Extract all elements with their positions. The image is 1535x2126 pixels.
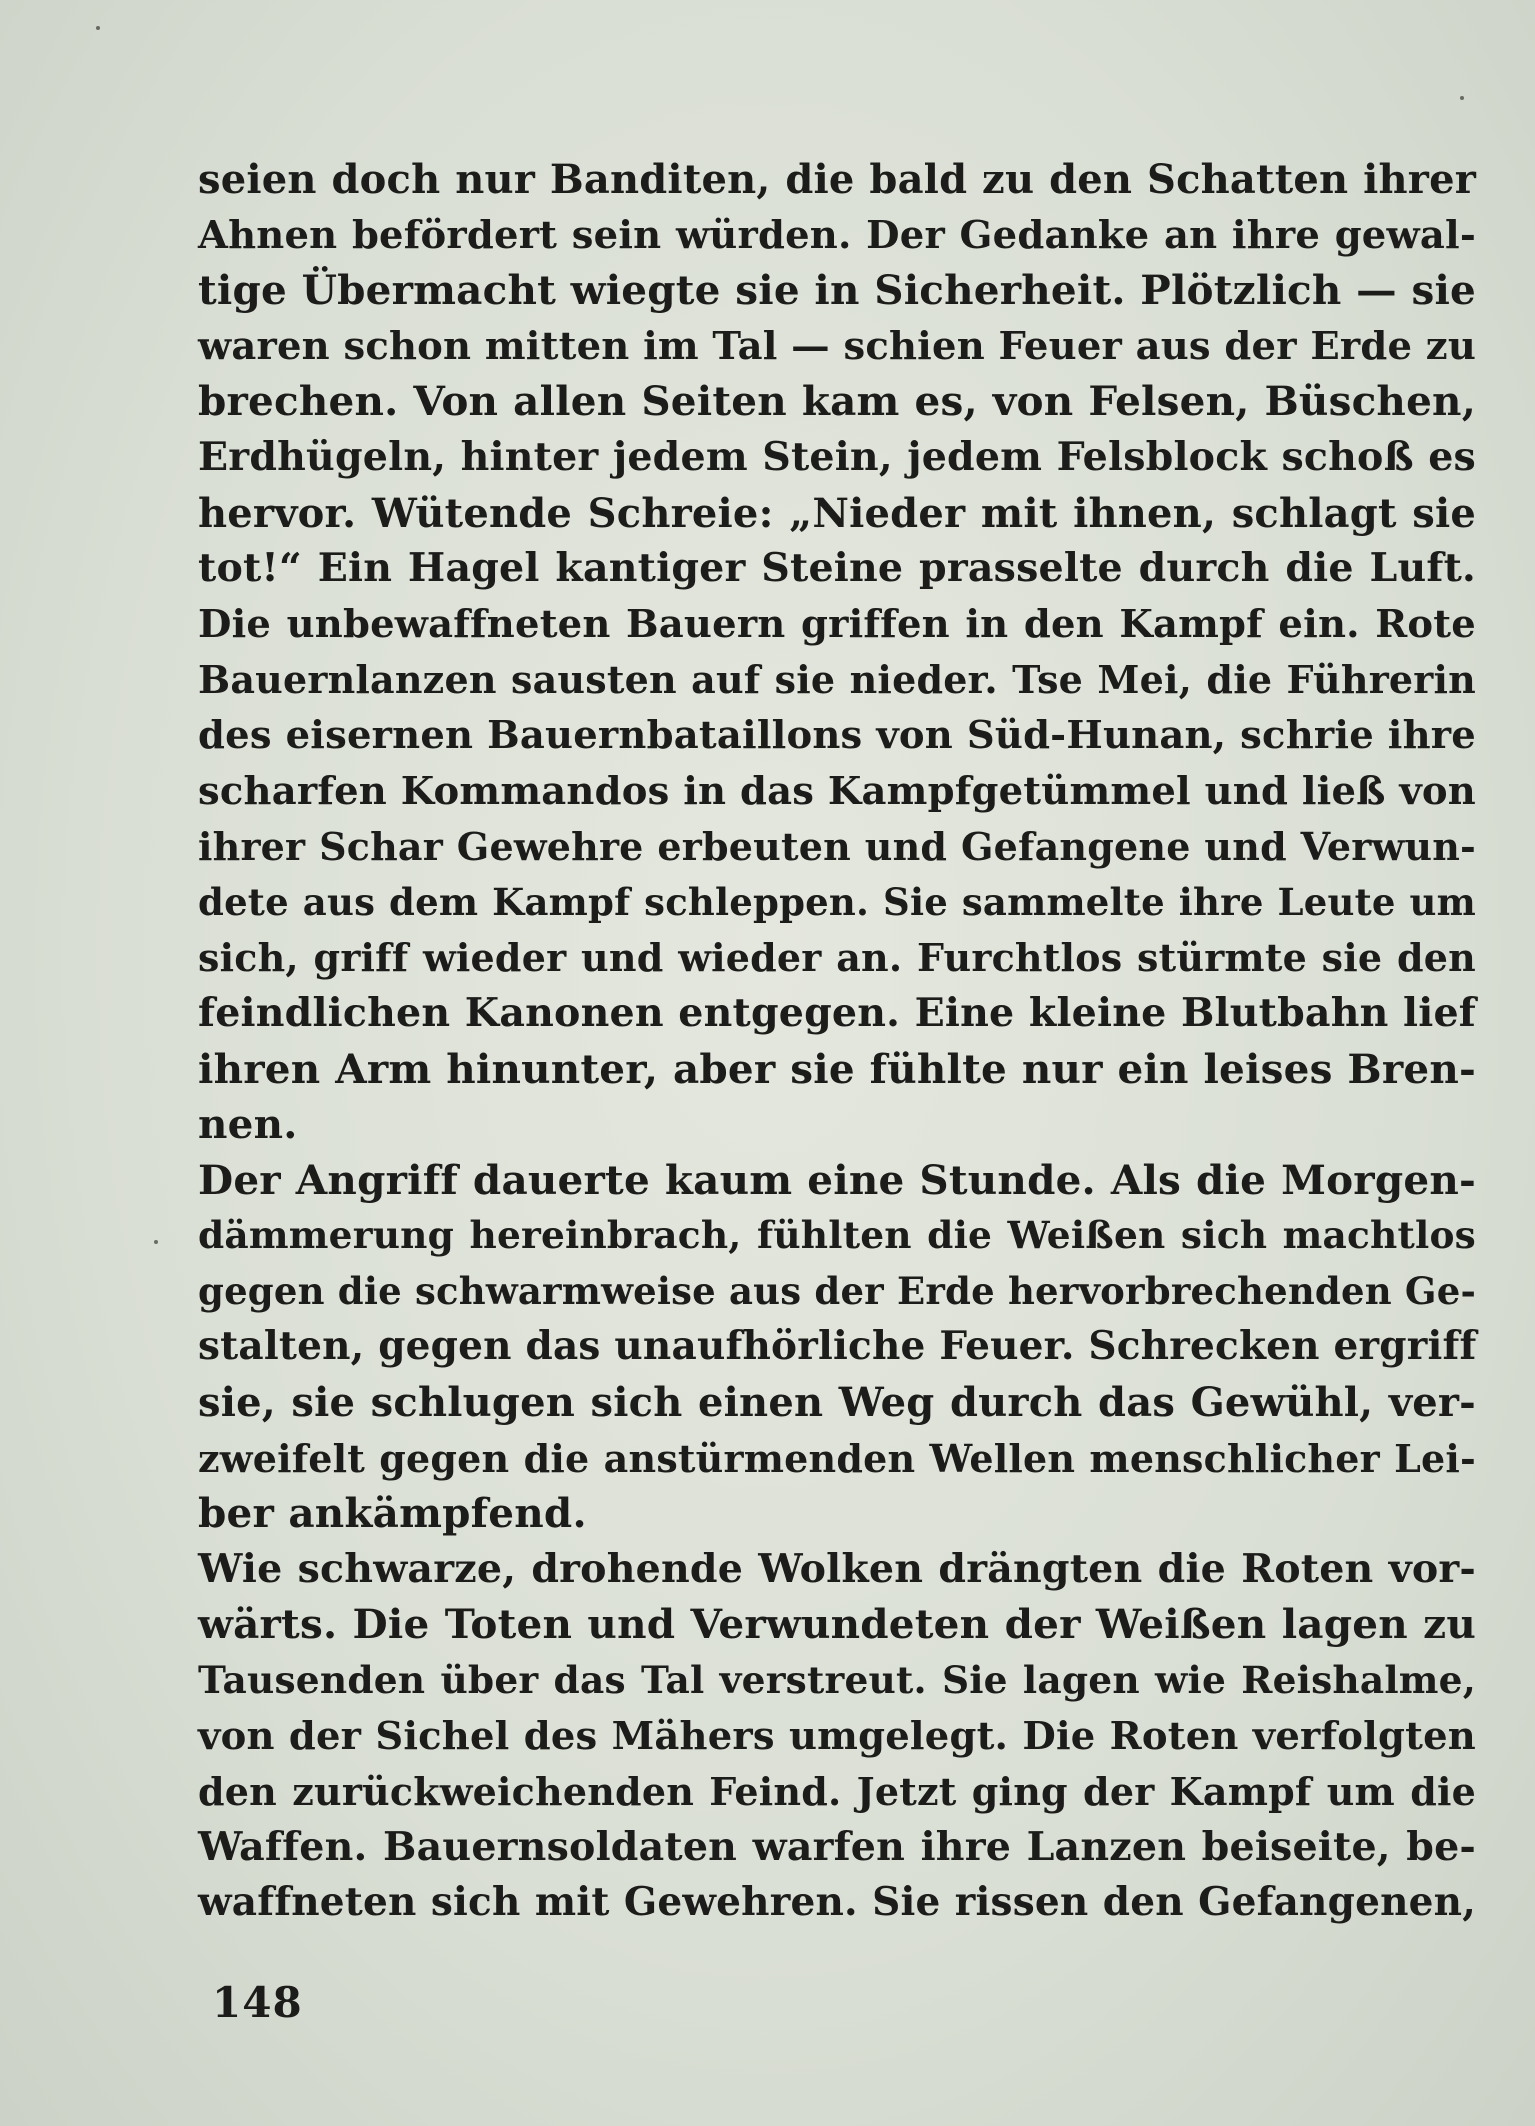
text-line: ihrer Schar Gewehre erbeuten und Gefangene und Verwun- [198, 824, 1476, 870]
text-line: gegen die schwarmweise aus der Erde hervorbrechenden Ge- [198, 1268, 1477, 1313]
text-line: dämmerung hereinbrach, fühlten die Weißen sich machtlos [198, 1213, 1476, 1258]
text-line: dete aus dem Kampf schleppen. Sie sammelte ihre Leute um [198, 879, 1476, 924]
text-line: Erdhügeln, hinter jedem Stein, jedem Felsblock schoß es [198, 433, 1476, 480]
text-line: seien doch nur Banditen, die bald zu den Schatten ihrer [198, 156, 1476, 203]
text-line: den zurückweichenden Feind. Jetzt ging der Kampf um die [198, 1769, 1476, 1815]
ink-speck [1460, 96, 1464, 100]
text-line: Die unbewaffneten Bauern griffen in den Kampf ein. Rote [198, 601, 1476, 647]
text-line: Tausenden über das Tal verstreut. Sie lagen wie Reishalme, [198, 1658, 1476, 1703]
page-number: 148 [212, 1978, 303, 2027]
body-text [198, 152, 1476, 1931]
text-line: Ahnen befördert sein würden. Der Gedanke an ihre gewal- [198, 212, 1476, 258]
text-line: stalten, gegen das unaufhörliche Feuer. Schrecken ergriff [198, 1323, 1477, 1370]
ink-speck [96, 26, 100, 30]
text-line: nen. [198, 1100, 298, 1149]
text-line: scharfen Kommandos in das Kampfgetümmel und ließ von [198, 768, 1476, 814]
ink-speck [154, 1240, 158, 1244]
text-line: feindlichen Kanonen entgegen. Eine kleine Blutbahn lief [198, 989, 1476, 1036]
text-line: Bauernlanzen sausten auf sie nieder. Tse Mei, die Führerin [198, 657, 1476, 703]
text-line: waffneten sich mit Gewehren. Sie rissen den Gefangenen, [198, 1879, 1476, 1926]
text-line: des eisernen Bauernbataillons von Süd-Hunan, schrie ihre [198, 712, 1476, 758]
text-line: tot!“ Ein Hagel kantiger Steine prasselte durch die Luft. [198, 545, 1476, 592]
text-line: sich, griff wieder und wieder an. Furchtlos stürmte sie den [198, 935, 1476, 981]
text-line: tige Übermacht wiegte sie in Sicherheit. Plötzlich — sie [198, 266, 1476, 315]
text-line: wärts. Die Toten und Verwundeten der Weißen lagen zu [198, 1600, 1476, 1649]
text-line: ihren Arm hinunter, aber sie fühlte nur ein leises Bren- [198, 1044, 1476, 1093]
text-line: hervor. Wütende Schreie: „Nieder mit ihnen, schlagt sie [198, 489, 1476, 537]
text-line: waren schon mitten im Tal — schien Feuer aus der Erde zu [198, 323, 1477, 369]
text-line: ber ankämpfend. [198, 1489, 587, 1538]
text-line: Waffen. Bauernsoldaten warfen ihre Lanzen beiseite, be- [198, 1823, 1476, 1870]
text-line: von der Sichel des Mähers umgelegt. Die Roten verfolgten [198, 1713, 1476, 1759]
text-line: brechen. Von allen Seiten kam es, von Felsen, Büschen, [198, 377, 1476, 426]
text-line: sie, sie schlugen sich einen Weg durch das Gewühl, ver- [198, 1379, 1476, 1427]
text-line: Der Angriff dauerte kaum eine Stunde. Als die Morgen- [198, 1155, 1476, 1204]
text-line: zweifelt gegen die anstürmenden Wellen menschlicher Lei- [198, 1435, 1476, 1481]
text-line: Wie schwarze, drohende Wolken drängten die Roten vor- [198, 1545, 1476, 1592]
